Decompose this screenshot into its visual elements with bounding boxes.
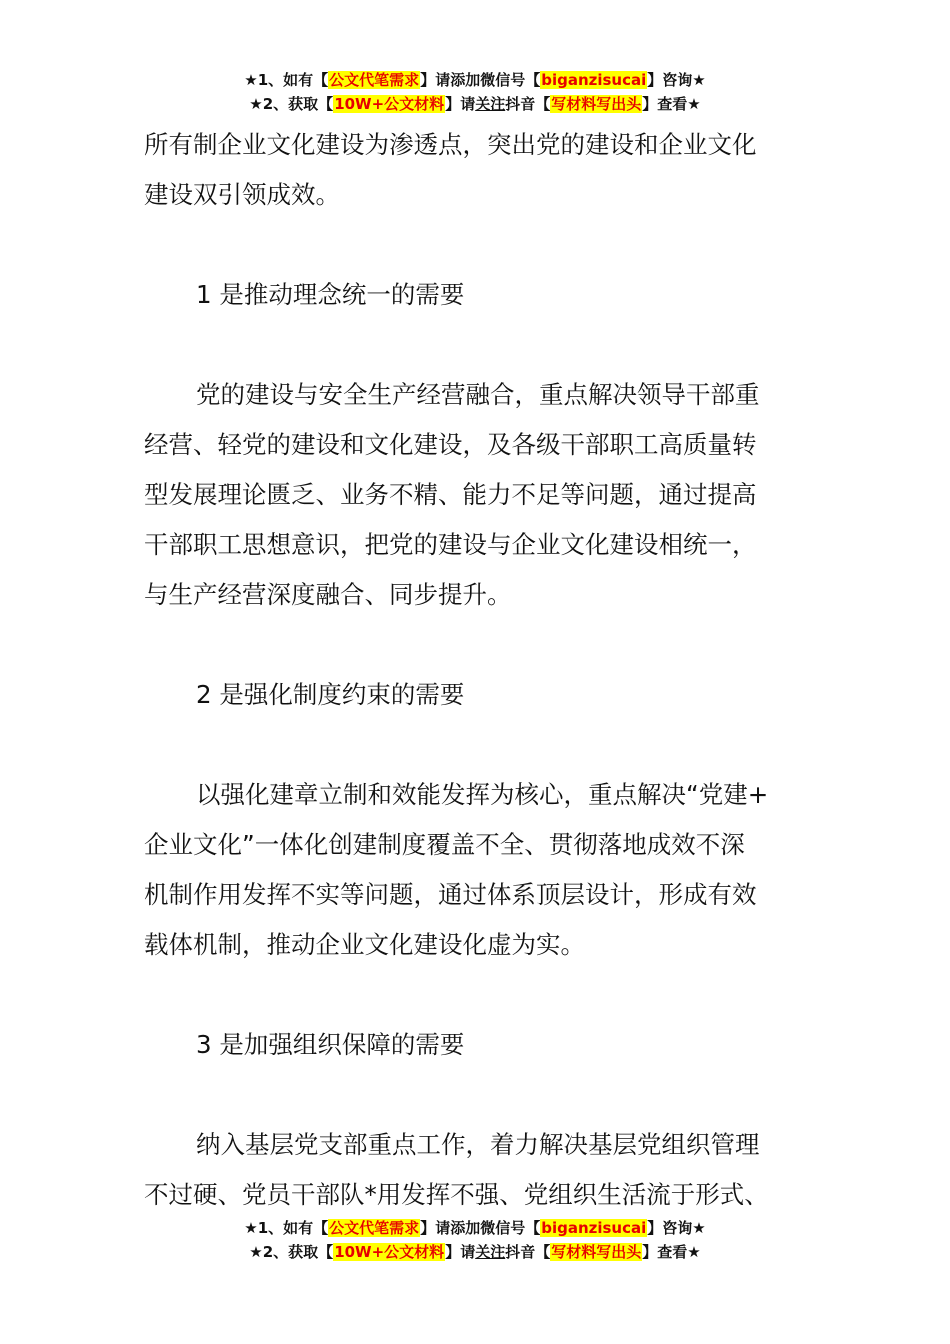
body-line: 干部职工思想意识，把党的建设与企业文化建设相统一， bbox=[144, 530, 757, 559]
promo-highlight-douyin: 写材料写出头 bbox=[551, 95, 642, 113]
promo-line-2: ★2、获取【10W+公文材料】请关注抖音【写材料写出头】查看★ bbox=[249, 1243, 701, 1261]
body-line: 机制作用发挥不实等问题，通过体系顶层设计，形成有效 bbox=[144, 880, 757, 909]
body-line: 与生产经营深度融合、同步提升。 bbox=[144, 580, 512, 609]
body-line: 以强化建章立制和效能发挥为核心，重点解决“党建+ bbox=[196, 780, 769, 809]
body-line: 经营、轻党的建设和文化建设，及各级干部职工高质量转 bbox=[144, 430, 757, 459]
body-line: 型发展理论匮乏、业务不精、能力不足等问题，通过提高 bbox=[144, 480, 757, 509]
section-heading-2: 2 是强化制度约束的需要 bbox=[196, 680, 465, 709]
body-line: 载体机制，推动企业文化建设化虚为实。 bbox=[144, 930, 585, 959]
bottom-promo-banner bbox=[0, 1216, 950, 1264]
promo-line-1: ★1、如有【公文代笔需求】请添加微信号【biganzisucai】咨询★ bbox=[244, 1219, 706, 1237]
body-line: 建设双引领成效。 bbox=[144, 180, 340, 209]
promo-highlight-service: 公文代笔需求 bbox=[329, 1219, 420, 1237]
body-line: 党的建设与安全生产经营融合，重点解决领导干部重 bbox=[196, 380, 760, 409]
promo-highlight-materials: 10W+公文材料 bbox=[334, 95, 445, 113]
section-heading-3: 3 是加强组织保障的需要 bbox=[196, 1030, 465, 1059]
section-heading-1: 1 是推动理念统一的需要 bbox=[196, 280, 465, 309]
body-line: 所有制企业文化建设为渗透点，突出党的建设和企业文化 bbox=[144, 130, 757, 159]
document-body bbox=[144, 120, 808, 1220]
promo-highlight-douyin: 写材料写出头 bbox=[551, 1243, 642, 1261]
promo-line-2: ★2、获取【10W+公文材料】请关注抖音【写材料写出头】查看★ bbox=[249, 95, 701, 113]
promo-highlight-wechat-id: biganzisucai bbox=[541, 1219, 647, 1237]
promo-highlight-wechat-id: biganzisucai bbox=[541, 71, 647, 89]
body-line: 纳入基层党支部重点工作，着力解决基层党组织管理 bbox=[196, 1130, 760, 1159]
body-line: 企业文化”一体化创建制度覆盖不全、贯彻落地成效不深 bbox=[144, 830, 745, 859]
body-line: 不过硬、党员干部队*用发挥不强、党组织生活流于形式、 bbox=[144, 1180, 769, 1209]
top-promo-banner bbox=[0, 68, 950, 116]
promo-highlight-service: 公文代笔需求 bbox=[329, 71, 420, 89]
promo-highlight-materials: 10W+公文材料 bbox=[334, 1243, 445, 1261]
promo-line-1: ★1、如有【公文代笔需求】请添加微信号【biganzisucai】咨询★ bbox=[244, 71, 706, 89]
